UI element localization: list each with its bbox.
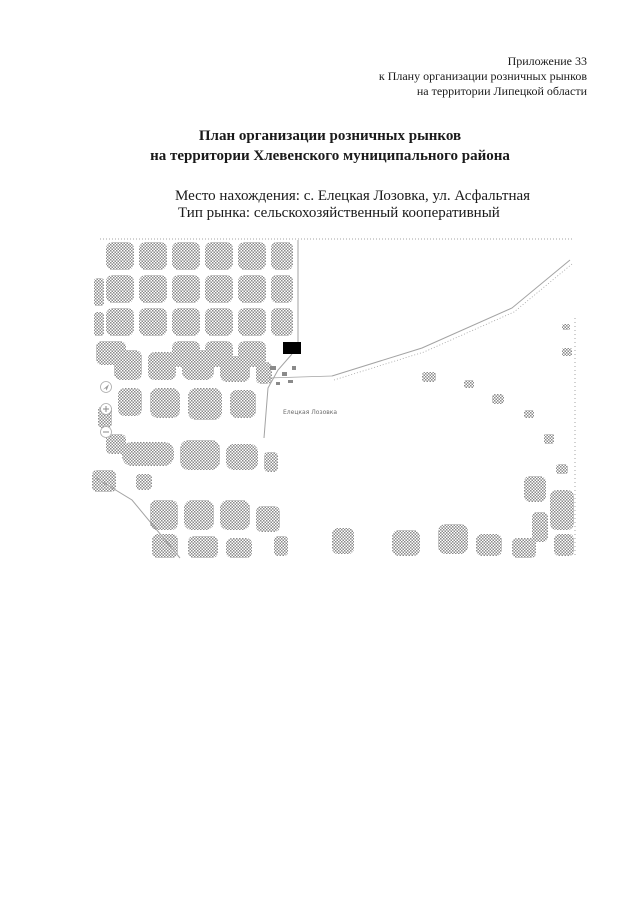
- appendix-number: Приложение 33: [507, 54, 587, 68]
- terrain-block: [122, 442, 174, 466]
- terrain-block: [422, 372, 436, 382]
- appendix-region: на территории Липецкой области: [416, 84, 587, 98]
- terrain-block: [554, 534, 574, 556]
- terrain-block: [238, 275, 266, 303]
- terrain-block: [238, 242, 266, 270]
- terrain-block: [562, 324, 570, 330]
- terrain-block: [274, 536, 288, 556]
- market-location-marker: [283, 342, 301, 354]
- place-label: Елецкая Лозовка: [283, 409, 338, 416]
- terrain-block: [172, 308, 200, 336]
- terrain-block: [544, 434, 554, 444]
- terrain-block: [148, 352, 176, 380]
- market-type: Тип рынка: сельскохозяйственный кооперативный: [178, 205, 500, 221]
- appendix-header: [379, 54, 587, 99]
- terrain-block: [271, 275, 293, 303]
- terrain-block: [438, 524, 468, 554]
- terrain-block: [106, 242, 134, 270]
- appendix-reference: к Плану организации розничных рынков: [378, 69, 587, 83]
- terrain-block: [94, 312, 104, 336]
- terrain-block: [94, 278, 104, 306]
- village-building: [292, 366, 296, 370]
- terrain-block: [106, 275, 134, 303]
- terrain-block: [188, 536, 218, 558]
- terrain-layer: [92, 242, 574, 558]
- title-line-1: План организации розничных рынков: [198, 128, 462, 144]
- terrain-block: [392, 530, 420, 556]
- terrain-block: [230, 390, 256, 418]
- map-controls: [101, 382, 112, 438]
- terrain-block: [532, 512, 548, 542]
- terrain-block: [556, 464, 568, 474]
- terrain-block: [150, 500, 178, 530]
- village-buildings: [270, 366, 296, 385]
- terrain-block: [271, 308, 293, 336]
- terrain-block: [205, 242, 233, 270]
- terrain-block: [150, 388, 180, 418]
- terrain-block: [139, 308, 167, 336]
- terrain-block: [205, 308, 233, 336]
- terrain-block: [256, 362, 272, 384]
- page-title: [20, 126, 640, 166]
- terrain-block: [184, 500, 214, 530]
- road-line: [332, 260, 570, 376]
- terrain-block: [139, 242, 167, 270]
- terrain-block: [220, 500, 250, 530]
- terrain-block: [464, 380, 474, 388]
- terrain-block: [139, 275, 167, 303]
- market-location: Место нахождения: с. Елецкая Лозовка, ул. Асфальтная: [175, 188, 531, 204]
- terrain-block: [172, 242, 200, 270]
- map-canvas: [92, 238, 578, 560]
- zoom-in-icon: [101, 404, 112, 415]
- terrain-block: [220, 356, 250, 382]
- terrain-block: [188, 388, 222, 420]
- terrain-block: [136, 474, 152, 490]
- terrain-block: [226, 444, 258, 470]
- village-building: [282, 372, 287, 376]
- terrain-block: [562, 348, 572, 356]
- terrain-block: [524, 476, 546, 502]
- terrain-block: [182, 350, 214, 380]
- village-building: [276, 382, 280, 385]
- title-line-2: на территории Хлевенского муниципального района: [150, 148, 510, 164]
- terrain-block: [332, 528, 354, 554]
- location-map: [92, 238, 578, 560]
- road-line: [268, 376, 332, 378]
- terrain-block: [92, 470, 116, 492]
- terrain-block: [238, 308, 266, 336]
- terrain-block: [524, 410, 534, 418]
- terrain-block: [476, 534, 502, 556]
- terrain-block: [512, 538, 536, 558]
- terrain-block: [180, 440, 220, 470]
- terrain-block: [492, 394, 504, 404]
- terrain-block: [271, 242, 293, 270]
- village-building: [288, 380, 293, 383]
- locate-icon: [101, 382, 112, 393]
- terrain-block: [118, 388, 142, 416]
- village-building: [270, 366, 276, 370]
- terrain-block: [106, 308, 134, 336]
- terrain-block: [550, 490, 574, 530]
- terrain-block: [226, 538, 252, 558]
- terrain-block: [205, 275, 233, 303]
- terrain-block: [264, 452, 278, 472]
- terrain-block: [256, 506, 280, 532]
- zoom-out-icon: [101, 427, 112, 438]
- terrain-block: [152, 534, 178, 558]
- terrain-block: [172, 275, 200, 303]
- road-line: [334, 264, 572, 380]
- terrain-block: [114, 350, 142, 380]
